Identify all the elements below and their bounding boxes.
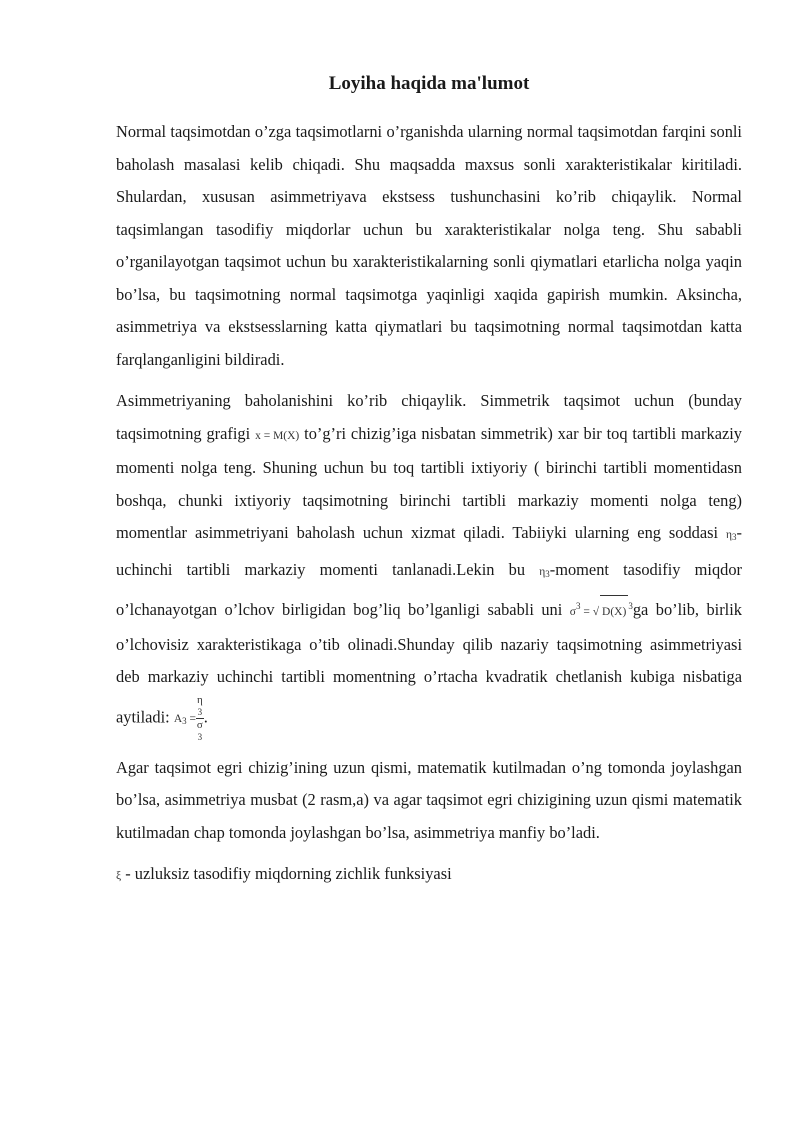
- eta-subscript: 3: [197, 706, 203, 717]
- fraction-eta3-over-sigma3: [196, 694, 204, 743]
- sigma-superscript: 3: [197, 731, 203, 742]
- fraction-denominator: [196, 719, 204, 743]
- sqrt-power: 3: [628, 601, 633, 611]
- eta-symbol: η: [539, 565, 546, 578]
- equals-sign: =: [580, 606, 593, 618]
- fraction-numerator: [196, 694, 204, 719]
- formula-x-equals-mx: x = M(X): [255, 429, 300, 442]
- formula-eta3-second: [539, 556, 550, 591]
- paragraph-density: [116, 858, 742, 893]
- paragraph-sign: Agar taqsimot egri chizig’ining uzun qismi, matematik kutilmadan o’ng tomonda joylashgan bo’lsa, asimmetriya musbat (2 rasm,a) va agar taqsimot egri chizigining uzun qismi matematik kutilmadan chap tomonda joylashgan bo’lsa, asimmetriya manfiy bo’ladi.: [116, 757, 742, 842]
- text-run: Asimmetriyaning baholanishini ko’rib chiqaylik. Simmetrik taqsimot uchun (bunday taqsimotning grafigi: [116, 391, 742, 443]
- page-title: Loyiha haqida ma'lumot: [328, 73, 530, 94]
- formula-sigma-cubed: $\sigma^3$ = √ D(X) $^3$: [570, 590, 633, 629]
- eta-symbol: η: [726, 529, 733, 541]
- text-run: -uchinchi tartibli markaziy momenti tanlanadi.Lekin bu: [116, 523, 742, 579]
- text-run: .: [203, 706, 208, 726]
- xi-symbol: ξ: [116, 870, 122, 882]
- sigma-superscript: 3: [575, 601, 581, 611]
- equals-sign: =: [186, 712, 196, 725]
- document-page: [116, 70, 742, 902]
- text-run: ga bo’lib, birlik o’lchovisiz xarakteristikaga o’tib olinadi.Shunday qilib nazariy taqsimotning asimmetriyasi deb markaziy uchinchi tartibli momentning o’rtacha kvadratik chetlanish kubiga nisbatiga aytiladi:: [116, 600, 742, 726]
- eta-symbol: η: [197, 693, 203, 706]
- paragraph-asymmetry: [116, 385, 742, 743]
- formula-a3: [174, 703, 196, 738]
- eta-subscript: 3: [545, 568, 550, 579]
- paragraph-intro: Normal taqsimotdan o’zga taqsimotlarni o’rganishda ularning normal taqsimotdan farqini sonli baholash masalasi kelib chiqadi. Shu maqsadda maxsus sonli xarakteristikalar kiritiladi. Shulardan, xususan asimmetriyava ekstsess tushunchasini ko’rib chiqaylik. Normal taqsimlangan tasodifiy miqdorlar uchun bu xarakteristikalar nolga teng. Shu sababli o’rganilayotgan taqsimot uchun bu xarakteristikalarning sonli qiymatlari etarlicha nolga yaqin bo’lsa, bu taqsimotning normal taqsimotga yaqinligi xaqida gapirish mumkin. Aksincha, asimmetriya va ekstsesslarning katta qiymatlari bu taqsimotning normal taqsimotdan katta farqlanganligini bildiradi.: [116, 122, 742, 369]
- text-run: -moment tasodifiy miqdor o’lchanayotgan o’lchov birligidan bog’liq bo’lganligi sababli uni: [116, 559, 743, 619]
- formula-eta3: [726, 519, 737, 554]
- sigma-symbol: σ: [569, 606, 576, 618]
- density-caption: - uzluksiz tasodifiy miqdorning zichlik funksiyasi: [121, 864, 452, 883]
- eta-subscript: 3: [732, 532, 737, 542]
- a-subscript: 3: [182, 715, 187, 726]
- sigma-symbol: σ: [196, 718, 203, 731]
- text-run: to’g’ri chizig’iga nisbatan simmetrik) xar bir toq tartibli markaziy momenti nolga teng. Shuning uchun bu toq tartibli ixtiyoriy ( birinchi tartibli momentidasn boshqa, chunki ixtiyoriy taqsimotning birinchi tartibli markaziy momenti nolga teng) momentlar asimmetriyani baholash uchun xizmat qiladi. Tabiiyki ularning eng soddasi: [116, 423, 742, 542]
- a-symbol: A: [173, 712, 183, 725]
- sqrt-radicand: D(X): [600, 595, 628, 629]
